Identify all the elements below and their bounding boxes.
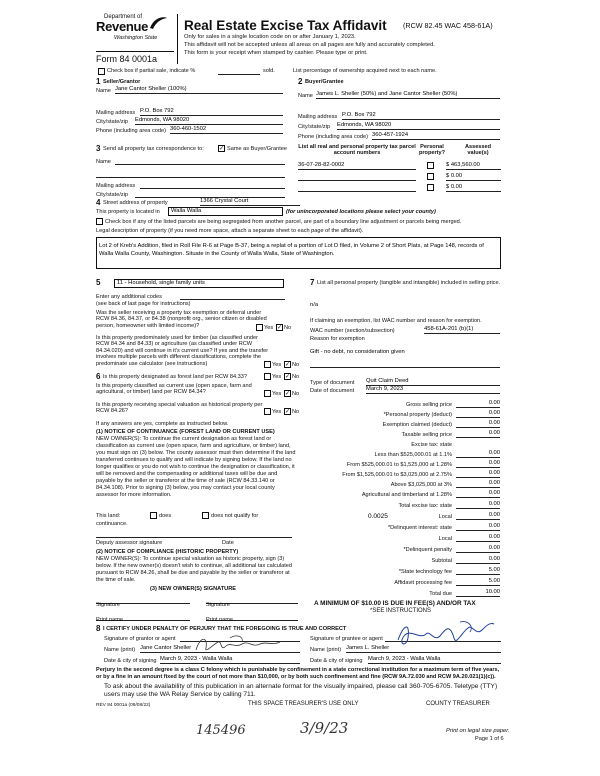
doc-type-field[interactable]: Quit Claim Deed <box>366 378 500 386</box>
correspondence-city-field[interactable] <box>135 190 285 198</box>
tax-value-tier1[interactable]: 0.00 <box>456 450 500 458</box>
tax-label-tech-fee: *State technology fee <box>398 569 452 575</box>
correspondence-name-field[interactable] <box>115 157 285 165</box>
handwritten-date: 3/9/23 <box>300 719 349 737</box>
reason-extra-line[interactable] <box>310 362 500 368</box>
forest-yes-label: Yes <box>272 374 282 380</box>
tax-label-processing-fee: Affidavit processing fee <box>394 580 452 586</box>
doc-type-label: Type of document <box>310 380 355 386</box>
grantor-signature-icon <box>190 632 290 658</box>
subtitle-2: This affidavit will not be accepted unless all areas on all pages are fully and accurately completed. <box>184 42 435 48</box>
tax-value-personal[interactable]: 0.00 <box>456 410 500 418</box>
seller-phone-field[interactable]: 360-460-1502 <box>170 126 283 134</box>
reason-label: Reason for exemption <box>310 336 365 342</box>
seller-name-label: Name <box>96 88 111 94</box>
personal-checkbox-2[interactable] <box>427 173 434 180</box>
tax-value-agricultural[interactable]: 0.00 <box>456 490 500 498</box>
buyer-city-field[interactable]: Edmonds, WA 98020 <box>337 122 500 130</box>
doc-date-label: Date of document <box>310 388 355 394</box>
personal-checkbox-3[interactable] <box>427 184 434 191</box>
current-use-yes-checkbox[interactable] <box>264 390 271 397</box>
legal-paper-note: Print on legal size paper. <box>446 728 510 734</box>
seller-mailing-field[interactable]: P.O. Box 792 <box>140 108 283 116</box>
tax-label-taxable: Taxable selling price <box>401 432 452 438</box>
street-field[interactable]: 1366 Crystal Court <box>200 198 300 206</box>
forest-no-label: No <box>292 374 300 380</box>
correspondence-extra-line[interactable] <box>96 170 285 178</box>
correspondence-mailing-field[interactable] <box>140 181 285 189</box>
buyer-city-label: City/state/zip <box>298 124 331 130</box>
sold-label: sold. <box>263 68 275 74</box>
reason-field[interactable]: Gift - no debt, no consideration given <box>310 349 405 355</box>
current-use-yes-label: Yes <box>272 391 282 397</box>
partial-sale-checkbox[interactable] <box>98 68 105 75</box>
section-2-number: 2 <box>298 77 303 86</box>
exemption-yes-label: Yes <box>264 325 274 331</box>
signature-label-2: Signature <box>206 602 230 608</box>
buyer-mailing-label: Mailing address <box>298 114 338 120</box>
forest-question: Is this property designated as forest land per RCW 84.33? <box>103 374 247 380</box>
perjury-warning: Perjury in the second degree is a class C felony which is punishable by confinement in a state correctional institution for a maximum term of five years, or by a fine in an amount fixed by the court of not more than $10,000, or by both such confinement and fine (RCW 9A.72.030 and RCW 9A.20.021(1)(c)). <box>96 667 500 680</box>
certify-text: I CERTIFY UNDER PENALTY OF PERJURY THAT THE FOREGOING IS TRUE AND CORRECT <box>103 626 347 632</box>
tax-value-exemption[interactable]: 0.00 <box>456 420 500 428</box>
personal-col-header: Personal property? <box>418 144 446 157</box>
doc-date-field[interactable]: March 9, 2023 <box>366 386 500 394</box>
segregation-label: Check box if any of the listed parcels are being segregated from another parcel, are part of a boundary line adjustment or parcels being merged. <box>105 219 462 225</box>
exemption-yes-checkbox[interactable] <box>256 324 263 331</box>
correspondence-label: Send all property tax correspondence to: <box>103 146 204 152</box>
seller-heading: Seller/Grantor <box>103 79 141 85</box>
tax-label-personal: *Personal property (deduct) <box>383 412 452 418</box>
buyer-mailing-field[interactable]: P.O. Box 792 <box>342 112 500 120</box>
tax-label-total-due: Total due <box>429 591 452 597</box>
wac-field[interactable]: 458-61A-201 (b)(1) <box>424 326 500 334</box>
current-use-question: Is this property classified as current use (open space, farm and agricultural, or timber) land per RCW 84.34? <box>96 383 252 396</box>
correspondence-mailing-label: Mailing address <box>96 183 136 189</box>
partial-percent-field[interactable] <box>218 68 260 75</box>
grantor-name-label: Name (print) <box>104 647 136 653</box>
tax-label-interest-state: *Delinquent interest: state <box>387 525 452 531</box>
tax-value-taxable[interactable]: 0.00 <box>456 430 500 438</box>
continuance-heading: (1) NOTICE OF CONTINUANCE (FOREST LAND OR CURRENT USE) <box>96 429 275 435</box>
tax-value-tier2[interactable]: 0.00 <box>456 460 500 468</box>
section-4-number: 4 <box>96 198 101 207</box>
property-use-select[interactable]: 11 - Household, single family units <box>114 279 284 288</box>
tax-value-tech-fee[interactable]: 5.00 <box>456 567 500 575</box>
historic-no-label: No <box>292 409 300 415</box>
parcel-number-1[interactable]: 36-07-28-82-0002 <box>298 162 416 170</box>
historic-yes-label: Yes <box>272 409 282 415</box>
land-does-not-label: does not qualify for <box>211 513 259 519</box>
local-rate: 0.0025 <box>368 513 388 520</box>
parcel-number-3[interactable] <box>298 184 416 192</box>
buyer-phone-field[interactable]: 360-457-1924 <box>372 132 500 140</box>
additional-codes-field[interactable] <box>180 292 285 300</box>
page-number: Page 1 of 6 <box>475 736 504 742</box>
partial-sale-label: Check box if partial sale, indicate % <box>107 68 196 74</box>
tax-label-tier2: From $525,000.01 to $1,525,000 at 1.28% <box>346 462 452 468</box>
tax-label-agricultural: Agricultural and timberland at 1.28% <box>361 492 452 498</box>
land-does-label: does <box>159 513 172 519</box>
tax-value-subtotal[interactable]: 0.00 <box>456 556 500 564</box>
grantor-sig-label: Signature of grantor or agent <box>104 636 176 642</box>
exemption-instruction: If claiming an exemption, list WAC number and reason for exemption. <box>310 318 482 324</box>
grantee-name-field[interactable]: James L. Sheller <box>346 645 501 653</box>
state-line: Washington State <box>114 35 158 41</box>
section-1-number: 1 <box>96 77 101 86</box>
land-does-checkbox[interactable] <box>150 512 157 519</box>
wac-label: WAC number (section/subsection) <box>310 328 395 334</box>
grantee-date-label: Date & city of signing <box>310 658 363 664</box>
revision-number: REV 84 0001a (09/08/22) <box>96 703 151 708</box>
grantee-date-field[interactable]: March 9, 2023 - Walla Walla <box>368 656 501 664</box>
tax-value-total-state[interactable]: 0.00 <box>456 501 500 509</box>
current-use-no-checkbox[interactable]: ✓ <box>285 391 291 397</box>
deputy-date-label: Date <box>222 540 234 546</box>
grantee-name-label: Name (print) <box>310 647 342 653</box>
form-title: Real Estate Excise Tax Affidavit <box>184 18 387 33</box>
located-label: This property is located in <box>96 209 160 215</box>
new-owner-sig-heading: (3) NEW OWNER(S) SIGNATURE <box>150 586 236 592</box>
this-land-label: This land: <box>96 513 121 519</box>
parcel-col-header: List all real and personal property tax parcel account numbers <box>298 144 416 157</box>
section-3-number: 3 <box>96 144 101 153</box>
section-5-number: 5 <box>96 278 101 287</box>
tax-label-local: Local <box>438 514 452 520</box>
tax-label-tier1: Less than $525,000.01 at 1.1% <box>374 452 452 458</box>
current-use-no-label: No <box>292 391 300 397</box>
seller-city-field[interactable]: Edmonds, WA 98020 <box>135 117 283 125</box>
exemption-no-label: No <box>284 325 292 331</box>
forest-yes-checkbox[interactable] <box>264 373 271 380</box>
historic-question: Is this property receiving special valuation as historical property per RCW 84.26? <box>96 402 263 415</box>
grantee-sig-label: Signature of grantee or agent <box>310 636 383 642</box>
timber-no-label: No <box>292 362 300 368</box>
tax-label-gross: Gross selling price <box>405 402 452 408</box>
deputy-signature-line[interactable] <box>96 532 292 538</box>
assessed-value-2[interactable]: $ 0.00 <box>446 173 501 181</box>
buyer-phone-label: Phone (including area code) <box>298 134 368 140</box>
timber-yes-checkbox[interactable] <box>264 361 271 368</box>
tax-value-tier3[interactable]: 0.00 <box>456 470 500 478</box>
historic-heading: (2) NOTICE OF COMPLIANCE (HISTORIC PROPERTY) <box>96 549 239 555</box>
section-7-number: 7 <box>310 278 315 287</box>
tax-label-subtotal: Subtotal <box>431 558 452 564</box>
tax-value-total-due[interactable]: 10.00 <box>456 589 500 597</box>
personal-property-label: List all personal property (tangible and intangible) included in selling price. <box>317 280 501 286</box>
availability-note: To ask about the availability of this publication in an alternate format for the visually impaired, please call 360-705-6705. Teletype (TTY) users may use the WA Relay Service by calling 711. <box>104 683 498 699</box>
county-treasurer-label: COUNTY TREASURER <box>426 701 490 707</box>
tax-label-excise-state: Excise tax: state <box>411 442 452 448</box>
dor-logo <box>96 14 168 48</box>
tax-value-gross[interactable]: 0.00 <box>456 400 500 408</box>
form-rcw: (RCW 82.45 WAC 458-61A) <box>403 21 493 30</box>
tax-label-interest-local: Local <box>438 536 452 542</box>
additional-codes-label: Enter any additional codes <box>96 294 162 300</box>
forest-no-checkbox[interactable]: ✓ <box>285 374 291 380</box>
section-8-number: 8 <box>96 624 101 633</box>
tax-label-penalty: *Delinquent penalty <box>403 547 452 553</box>
same-as-buyer-label: Same as Buyer/Grantee <box>227 146 288 152</box>
tax-value-interest-local[interactable]: 0.00 <box>456 534 500 542</box>
timber-yes-label: Yes <box>272 362 282 368</box>
print-name-label-2: Print name <box>206 617 234 623</box>
historic-no-checkbox[interactable]: ✓ <box>285 409 291 415</box>
personal-property-field[interactable]: n/a <box>310 302 319 308</box>
form-number-box <box>96 51 174 65</box>
deputy-signature-label: Deputy assessor signature <box>96 540 163 546</box>
correspondence-name-label: Name <box>96 159 111 165</box>
timber-no-checkbox[interactable]: ✓ <box>285 362 291 368</box>
minimum-due-note: A MINIMUM OF $10.00 IS DUE IN FEE(S) AND/OR TAX <box>314 600 476 607</box>
located-select[interactable]: Walla Walla <box>168 207 283 216</box>
seller-phone-label: Phone (including area code) <box>96 128 166 134</box>
section-6-number: 6 <box>96 372 101 381</box>
treasurer-use-label: THIS SPACE TREASURER'S USE ONLY <box>248 701 359 707</box>
historic-yes-checkbox[interactable] <box>264 408 271 415</box>
street-label: Street address of property <box>103 200 168 206</box>
buyer-name-field[interactable]: James L. Sheller (50%) and Jane Cantor Sheller (50%) <box>316 91 500 99</box>
legal-description-field[interactable]: Lot 2 of Kreb's Addition, filed in Roll File R-6 at Page B-37, being a replat of a portion of Lot D filed, in Volume 2 of Short Plats, at Page 148, records of Walla Walla County, Washington. Situate in the County of Walla Walla, State of Washington. <box>96 237 501 269</box>
same-as-buyer-checkbox[interactable]: ✓ <box>219 146 225 152</box>
tax-value-interest-state[interactable]: 0.00 <box>456 523 500 531</box>
land-does-not-checkbox[interactable] <box>202 512 209 519</box>
ownership-note: List percentage of ownership acquired next to each name. <box>293 68 437 74</box>
timber-question: Is this property predominately used for timber (as classified under RCW 84.34 and 84.33) or agriculture (as classified under RCW 84.34.020) and will continue in it's current use? If yes and the transfer involves multiple parcels with different classifications, complete the predominate use calculator (see instructions) <box>96 335 269 367</box>
subtitle-3: This form is your receipt when stamped by cashier. Please type or print. <box>184 50 368 56</box>
assessed-value-1[interactable]: $ 463,560.00 <box>446 162 501 170</box>
swoosh-icon <box>148 16 168 30</box>
grantee-signature-icon <box>390 618 500 652</box>
see-instructions-note: *SEE INSTRUCTIONS <box>370 608 432 614</box>
seller-name-field[interactable]: Jane Cantor Sheller (100%) <box>115 86 283 94</box>
located-note: (for unincorporated locations please select your county) <box>286 209 436 215</box>
segregation-checkbox[interactable] <box>96 218 103 225</box>
exemption-question: Was the seller receiving a property tax exemption or deferral under RCW 84.36, 84.37, or 84.38 (nonprofit org., senior citizen or disabled person, homeowner with limited income)? <box>96 310 267 329</box>
continuance-text: NEW OWNER(S): To continue the current designation as forest land or classification as current use (open space, farm and agriculture, or timber) land, you must sign on (3) below. The county assessor must then determine if the land transferred continues to qualify and will indicate by signing below. If the land no longer qualifies or you do not wish to continue the designation or classification, it will be removed and the compensating or additional taxes will be due and payable by the seller or transferor at the time of sale (RCW 84.33.140 or 84.34.108). Prior to signing (3) below, you may contact your local county assessor for more information. <box>96 436 296 498</box>
tax-value-penalty[interactable]: 0.00 <box>456 545 500 553</box>
assessed-col-header: Assessed value(s) <box>464 144 492 157</box>
grantor-name-field[interactable]: Jane Cantor Sheller <box>140 645 300 653</box>
seller-mailing-label: Mailing address <box>96 110 136 116</box>
parcel-number-2[interactable] <box>298 173 416 181</box>
handwritten-number: 145496 <box>196 723 246 738</box>
buyer-name-label: Name <box>298 93 313 99</box>
tax-label-tier3: From $1,525,000.01 to $3,025,000 at 2.75% <box>342 472 452 478</box>
tax-value-processing-fee[interactable]: 5.00 <box>456 578 500 586</box>
correspondence-city-label: City/state/zip <box>96 192 129 198</box>
subtitle-1: Only for sales in a single location code on or after January 1, 2023. <box>184 34 356 40</box>
print-name-label-1: Print name <box>96 617 124 623</box>
any-yes-note: If any answers are yes, complete as instructed below. <box>96 421 229 427</box>
form-number: Form 84 0001a <box>96 54 158 64</box>
exemption-no-checkbox[interactable]: ✓ <box>277 325 283 331</box>
continuance-word: continuance. <box>96 521 128 527</box>
buyer-heading: Buyer/Grantee <box>305 79 344 85</box>
tax-label-total-state: Total excise tax: state <box>398 503 452 509</box>
grantor-date-label: Date & city of signing <box>104 658 157 664</box>
legal-label: Legal description of property (if you need more space, attach a separate sheet to each page of the affidavit). <box>96 228 364 234</box>
tax-label-tier4: Above $3,025,000 at 3% <box>390 482 452 488</box>
tax-value-tier4[interactable]: 0.00 <box>456 480 500 488</box>
grantor-date-field[interactable]: March 9, 2023 - Walla Walla <box>160 656 300 664</box>
revenue-wordmark: Revenue <box>96 19 149 34</box>
seller-city-label: City/state/zip <box>96 119 129 125</box>
personal-checkbox-1[interactable] <box>427 162 434 169</box>
dept-line: Department of <box>104 14 143 20</box>
see-back-note: (see back of last page for instructions) <box>96 301 191 307</box>
signature-label-1: Signature <box>96 602 120 608</box>
tax-value-local[interactable]: 0.00 <box>456 512 500 520</box>
historic-text: NEW OWNER(S): To continue special valuation as historic property, sign (3) below. If the new owner(s) doesn't wish to continue, all additional tax calculated pursuant to RCW 84.26, shall be due and payable by the seller or transferor at the time of sale. <box>96 556 293 583</box>
header-divider <box>177 14 178 64</box>
tax-label-exemption: Exemption claimed (deduct) <box>382 422 452 428</box>
assessed-value-3[interactable]: $ 0.00 <box>446 184 501 192</box>
